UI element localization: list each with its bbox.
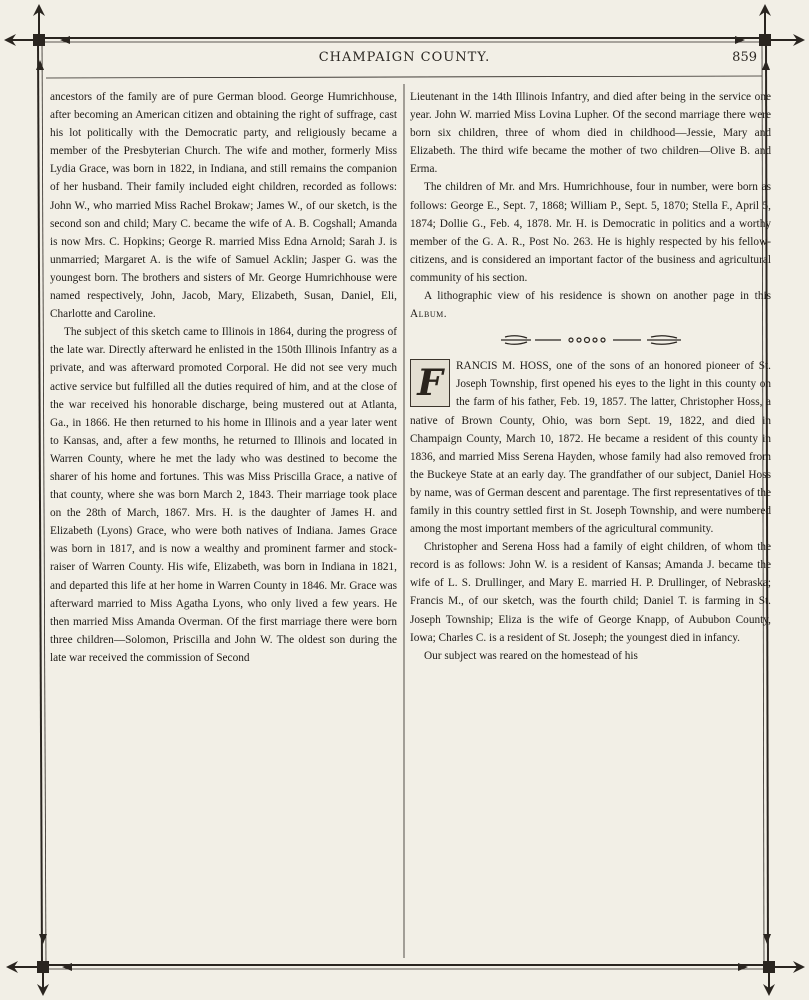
album-note xyxy=(410,287,771,323)
left-column xyxy=(50,88,397,956)
page-header xyxy=(40,50,769,70)
biography-entry xyxy=(410,357,771,665)
divider-flourish-icon xyxy=(491,333,691,347)
album-note-text: A lithographic view of his residence is shown on another page in this xyxy=(424,290,771,303)
paragraph: Christopher and Serena Hoss had a family of eight children, of whom the record is as follows: John W. is a resident of Kansas; Amanda J. became the wife of L. S. Drullinger, and Mary E. married H. P. Drullinger, of Nebraska; Francis M., of our sketch, was the fourth child; Daniel T. is farming in St. Joseph Township; Eliza is the wife of George Knapp, of Aububon County, Iowa; Charles C. is a resident of St. Joseph; the youngest died in infancy. xyxy=(410,541,771,644)
paragraph: RANCIS M. HOSS, one of the sons of an honored pioneer of St. Joseph Township, first opened his eyes to the light in this county on the farm of his father, Feb. 19, 1857. The latter, Christopher Hoss, a native of Brown County, Ohio, was born Sept. 19, 1822, and died in Champaign County, March 10, 1872. He became a resident of this county in 1836, and married Miss Serena Hayden, whose family had also removed from the Buckeye State at an early day. The grandfather of our subject, Daniel Hoss by name, was of German descent and parentage. The first representatives of the family in this country settled first in St. Joseph Township, and were numbered among the most important members of the agricultural community. xyxy=(410,360,771,536)
right-column xyxy=(410,88,771,956)
paragraph: ancestors of the family are of pure German blood. George Humrichhouse, after becoming an American citizen and obtaining the right of suffrage, cast his lot politically with the Democratic party, and religiously became a member of the Presbyterian Church. The wife and mother, formerly Miss Lydia Grace, was born in 1822, in Indiana, and still remains the companion of her husband. Their family included eight children, recorded as follows: John W., who married Miss Rachel Brokaw; James W., of our sketch, is the second son and child; Mary C. became the wife of A. B. Cogshall; Amanda is now Mrs. C. Hopkins; George R. married Miss Edna Arnold; Sarah J. is unmarried; Margaret A. is the wife of Samuel Acklin; Jasper G. was the youngest born. The brothers and sisters of Mr. George Humrichhouse were named respectively, John, Jacob, Mary, Elizabeth, Susan, Daniel, Eli, Charlotte and Caroline. xyxy=(50,91,397,321)
drop-cap-initial: F xyxy=(410,359,450,407)
running-title: CHAMPAIGN COUNTY. xyxy=(318,50,491,65)
album-word: Album. xyxy=(410,308,448,321)
paragraph: The subject of this sketch came to Illinois in 1864, during the progress of the late war. Directly afterward he enlisted in the 150th Illinois Infantry as a private, and was afterward promoted Corporal. He did not see very much active service but fulfilled all the duties required of him, and at the close of the war received his honorable discharge, being mustered out at Atlanta, Ga., in 1866. He then returned to his home in Illinois and a year later went to Kansas, and, after a few months, he returned to Illinois and located in Warren County, where he met the lady who was destined to become the sharer of his home and fortunes. This was Miss Priscilla Grace, a native of that county, where she was born March 2, 1843. Their marriage took place on the 28th of March, 1867. Mrs. H. is the daughter of James H. and Elizabeth (Lyons) Grace, who were both natives of Indiana. James Grace was born in 1817, and is now a wealthy and prominent farmer and stock-raiser of Warren County. His wife, Elizabeth, was born in Indiana in 1821, and departed this life at her home in Warren County in 1846. Mr. Grace was afterward married to Miss Agatha Lyons, who only lived a few years. He then married Miss Amanda Overman. Of the first marriage there were born three children—Solomon, Priscilla and John W. The oldest son during the late war received the commission of Second xyxy=(50,326,397,664)
page-number: 859 xyxy=(732,50,757,65)
paragraph: Our subject was reared on the homestead of his xyxy=(424,649,638,662)
paragraph: Lieutenant in the 14th Illinois Infantry, and died after being in the service one year. John W. married Miss Lovina Lupher. Of the second marriage there were born six children, three of whom died in childhood—Jessie, Mary and Elizabeth. The third wife became the mother of two children—Olive B. and Erma. xyxy=(410,91,771,176)
section-divider-ornament xyxy=(410,323,771,357)
paragraph: The children of Mr. and Mrs. Humrichhouse, four in number, were born as follows: George E., Sept. 7, 1868; William P., Sept. 5, 1870; Stella F., April 5, 1874; Dollie G., Feb. 4, 1878. Mr. H. is Democratic in politics and a worthy member of the G. A. R., Post No. 263. He is highly respected by his fellow-citizens, and is considered an important factor of the business and agricultural community of his section. xyxy=(410,181,771,284)
